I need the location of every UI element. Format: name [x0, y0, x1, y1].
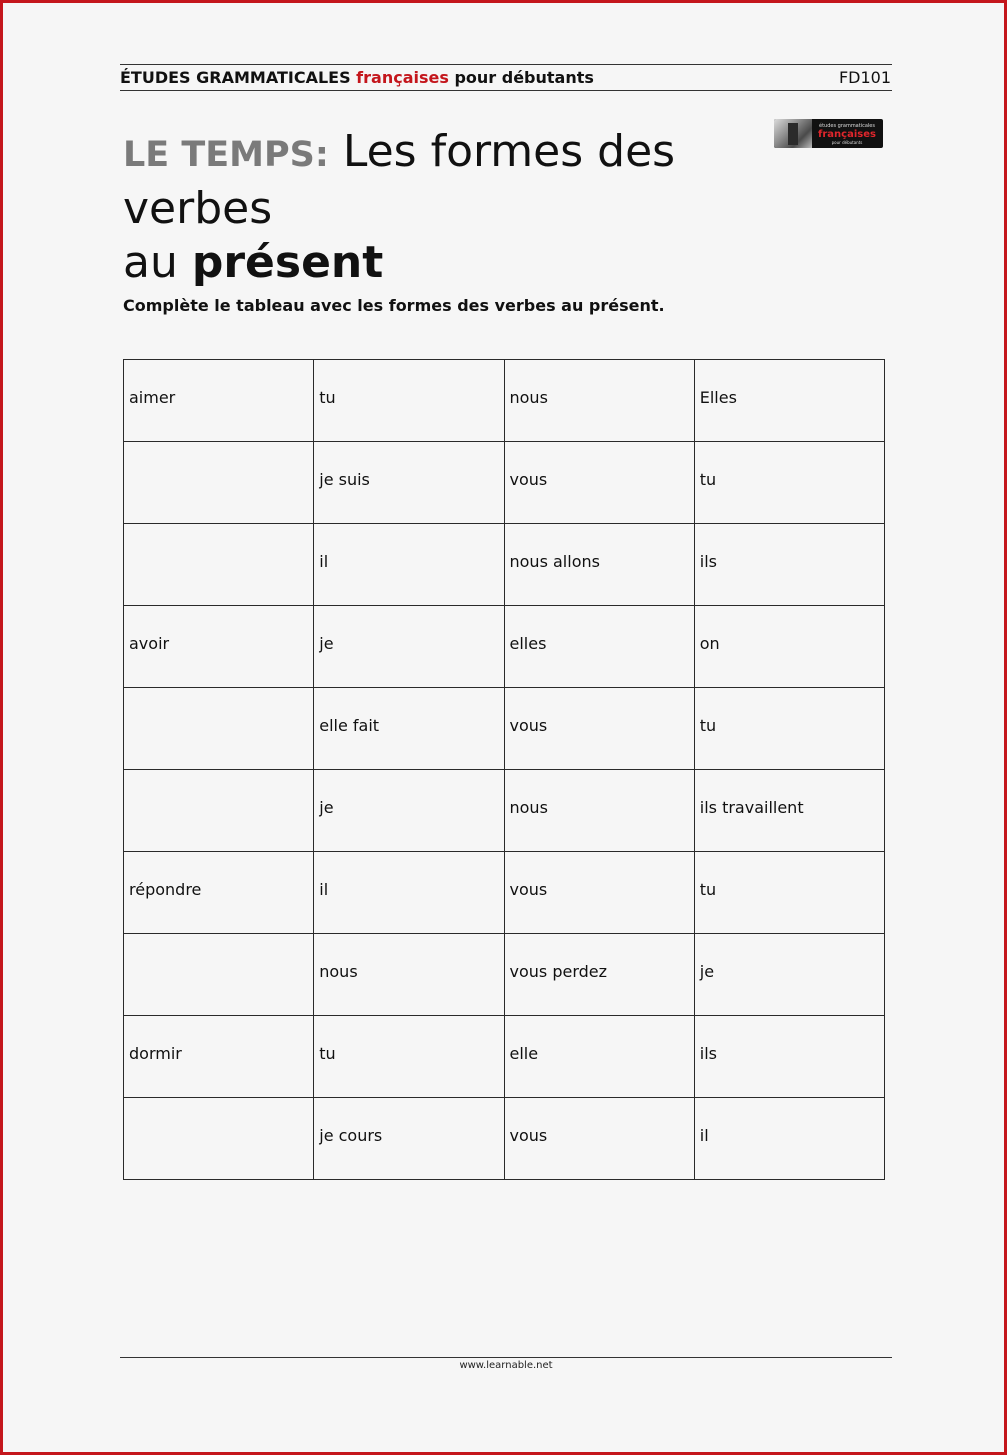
table-cell[interactable]: vous: [504, 1098, 694, 1180]
table-cell[interactable]: on: [694, 606, 884, 688]
series-title-part2: pour débutants: [448, 68, 594, 87]
table-cell[interactable]: nous: [314, 934, 504, 1016]
table-row: [124, 934, 885, 1016]
table-cell[interactable]: [124, 688, 314, 770]
footer-divider: [120, 1357, 892, 1358]
title-label: LE TEMPS:: [123, 135, 329, 175]
brand-logo: [774, 119, 883, 148]
table-cell[interactable]: vous: [504, 442, 694, 524]
series-title-highlight: françaises: [356, 68, 449, 87]
table-cell[interactable]: nous allons: [504, 524, 694, 606]
logo-photo: [774, 119, 812, 148]
table-row: [124, 1098, 885, 1180]
table-cell[interactable]: tu: [694, 852, 884, 934]
table-row: [124, 360, 885, 442]
exercise-instruction: Complète le tableau avec les formes des verbes au présent.: [123, 296, 665, 315]
table-cell[interactable]: il: [694, 1098, 884, 1180]
conjugation-table: [123, 359, 885, 1180]
table-cell[interactable]: Elles: [694, 360, 884, 442]
table-cell[interactable]: je: [694, 934, 884, 1016]
table-cell[interactable]: elles: [504, 606, 694, 688]
series-title-part1: ÉTUDES GRAMMATICALES: [120, 68, 357, 87]
table-cell[interactable]: il: [314, 524, 504, 606]
table-row: [124, 442, 885, 524]
logo-text-top: études grammaticales: [819, 123, 875, 129]
table-cell[interactable]: tu: [314, 1016, 504, 1098]
table-cell[interactable]: [124, 442, 314, 524]
table-cell[interactable]: dormir: [124, 1016, 314, 1098]
table-cell[interactable]: vous perdez: [504, 934, 694, 1016]
table-cell[interactable]: vous: [504, 688, 694, 770]
worksheet-code: FD101: [838, 68, 891, 87]
table-cell[interactable]: tu: [694, 442, 884, 524]
table-cell[interactable]: nous: [504, 770, 694, 852]
table-cell[interactable]: vous: [504, 852, 694, 934]
table-cell[interactable]: je: [314, 606, 504, 688]
logo-text-bottom: pour débutants: [831, 140, 863, 145]
table-cell[interactable]: tu: [694, 688, 884, 770]
table-cell[interactable]: répondre: [124, 852, 314, 934]
logo-text-main: françaises: [818, 129, 876, 140]
table-row: [124, 688, 885, 770]
title-text-line2: au: [123, 237, 192, 288]
title-text-line1: Les formes des verbes: [123, 126, 676, 234]
table-cell[interactable]: [124, 934, 314, 1016]
footer-url[interactable]: www.learnable.net: [459, 1360, 553, 1371]
table-cell[interactable]: il: [314, 852, 504, 934]
title-bold-word: présent: [191, 237, 384, 288]
page-title: [123, 125, 783, 290]
table-row: [124, 770, 885, 852]
page-header: [120, 64, 892, 91]
table-cell[interactable]: tu: [314, 360, 504, 442]
table-cell[interactable]: nous: [504, 360, 694, 442]
table-cell[interactable]: je cours: [314, 1098, 504, 1180]
table-row: [124, 606, 885, 688]
table-row: [124, 1016, 885, 1098]
table-cell[interactable]: ils travaillent: [694, 770, 884, 852]
table-cell[interactable]: aimer: [124, 360, 314, 442]
table-cell[interactable]: elle fait: [314, 688, 504, 770]
table-cell[interactable]: ils: [694, 524, 884, 606]
series-title: [120, 68, 594, 87]
table-cell[interactable]: [124, 524, 314, 606]
table-row: [124, 852, 885, 934]
table-cell[interactable]: je: [314, 770, 504, 852]
table-cell[interactable]: elle: [504, 1016, 694, 1098]
table-cell[interactable]: [124, 1098, 314, 1180]
table-cell[interactable]: je suis: [314, 442, 504, 524]
table-cell[interactable]: [124, 770, 314, 852]
table-row: [124, 524, 885, 606]
table-cell[interactable]: avoir: [124, 606, 314, 688]
table-cell[interactable]: ils: [694, 1016, 884, 1098]
